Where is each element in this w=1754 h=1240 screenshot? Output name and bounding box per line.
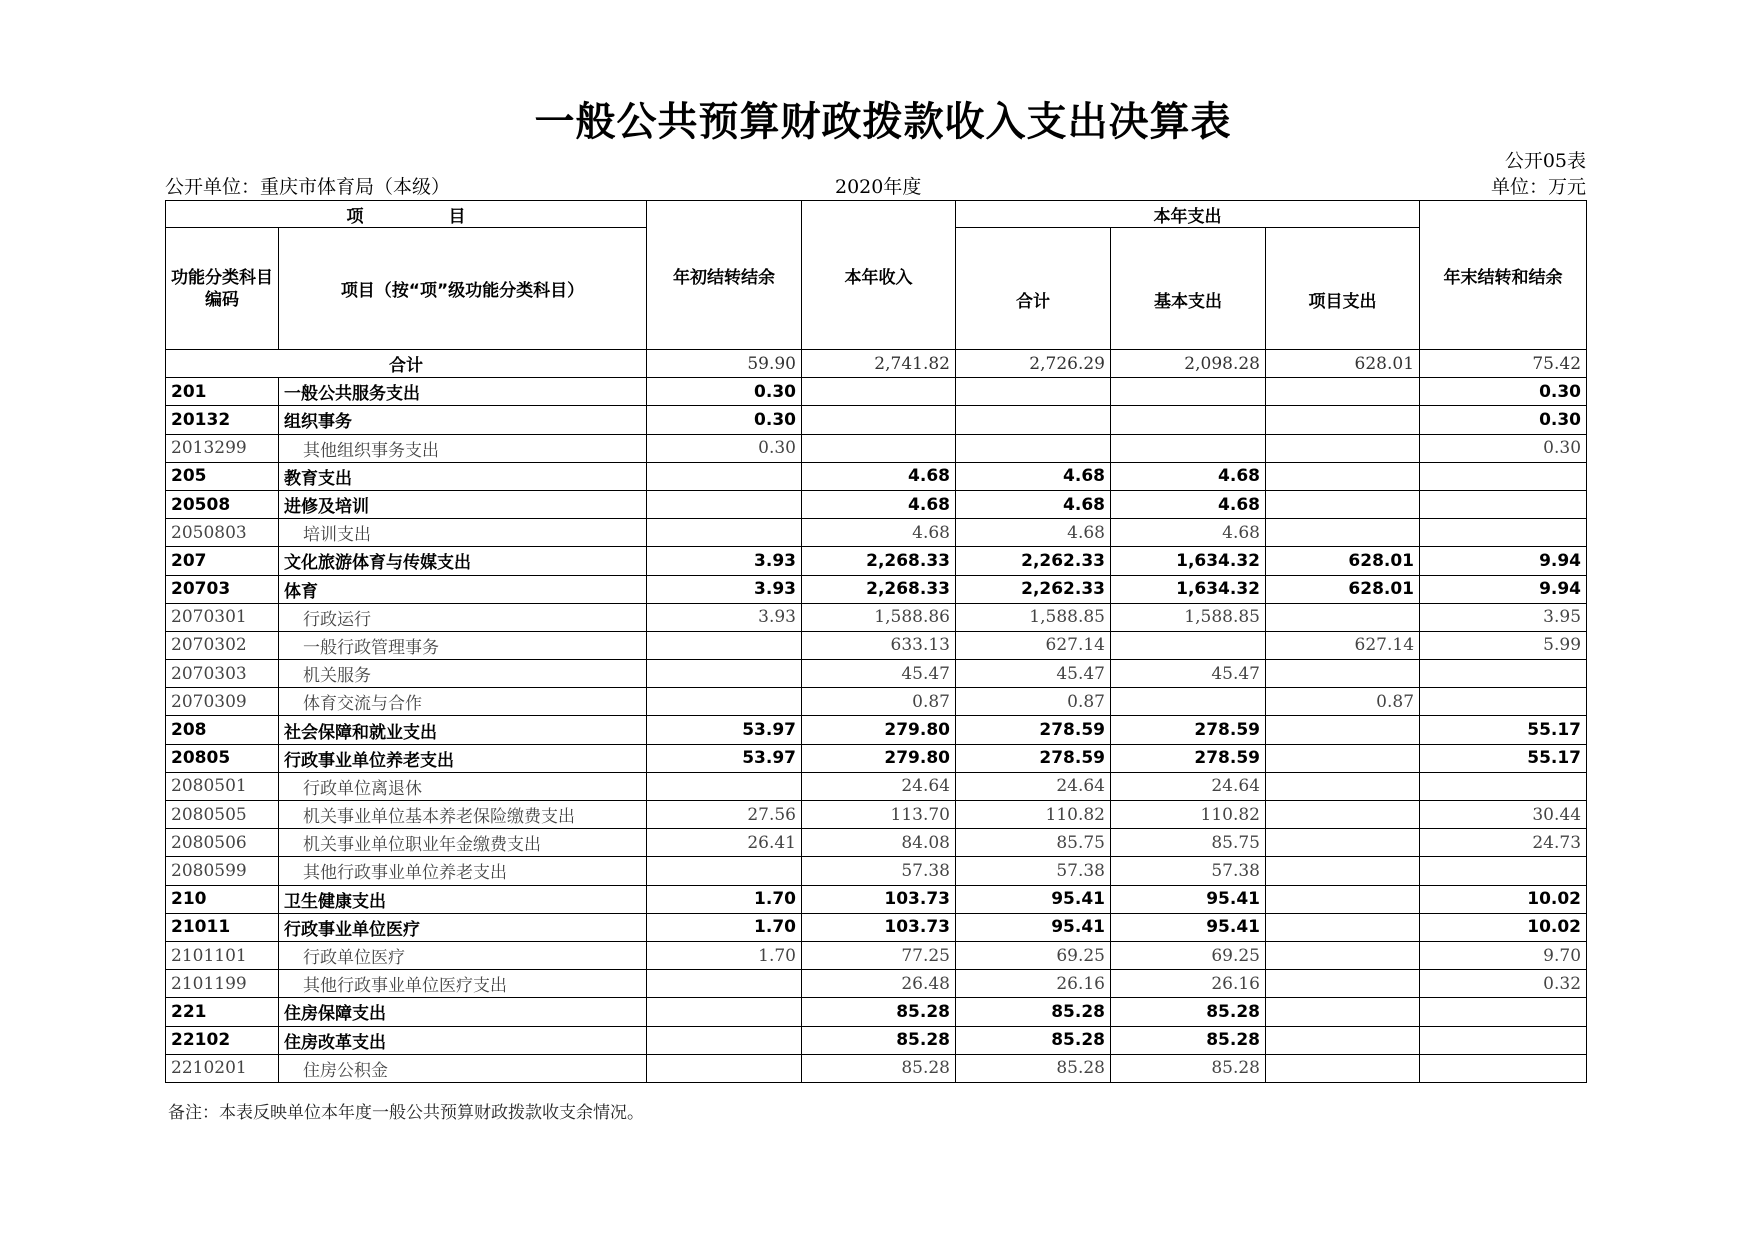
cell-expense-total: 627.14 bbox=[956, 631, 1111, 659]
cell-opening-balance bbox=[647, 970, 802, 998]
cell-opening-balance bbox=[647, 857, 802, 885]
cell-opening-balance: 59.90 bbox=[647, 350, 802, 378]
cell-income: 1,588.86 bbox=[802, 603, 956, 631]
cell-code: 2050803 bbox=[166, 519, 279, 547]
cell-closing-balance bbox=[1420, 688, 1587, 716]
cell-closing-balance: 55.17 bbox=[1420, 744, 1587, 772]
table-row bbox=[166, 716, 1587, 744]
table-row bbox=[166, 519, 1587, 547]
cell-code: 21011 bbox=[166, 913, 279, 941]
cell-name: 进修及培训 bbox=[279, 490, 647, 518]
cell-basic-expense: 69.25 bbox=[1111, 941, 1266, 969]
cell-code: 2070303 bbox=[166, 660, 279, 688]
cell-basic-expense: 85.28 bbox=[1111, 1054, 1266, 1082]
cell-project-expense bbox=[1266, 519, 1420, 547]
cell-closing-balance: 75.42 bbox=[1420, 350, 1587, 378]
cell-basic-expense: 95.41 bbox=[1111, 913, 1266, 941]
cell-basic-expense: 4.68 bbox=[1111, 462, 1266, 490]
cell-expense-total: 24.64 bbox=[956, 772, 1111, 800]
cell-opening-balance bbox=[647, 660, 802, 688]
cell-name: 其他组织事务支出 bbox=[279, 434, 647, 462]
cell-income: 2,268.33 bbox=[802, 547, 956, 575]
cell-income: 4.68 bbox=[802, 519, 956, 547]
cell-name: 文化旅游体育与传媒支出 bbox=[279, 547, 647, 575]
cell-closing-balance bbox=[1420, 857, 1587, 885]
table-row bbox=[166, 772, 1587, 800]
table-row bbox=[166, 801, 1587, 829]
cell-expense-total: 4.68 bbox=[956, 490, 1111, 518]
cell-name: 行政运行 bbox=[279, 603, 647, 631]
table-row bbox=[166, 490, 1587, 518]
cell-income: 633.13 bbox=[802, 631, 956, 659]
cell-name: 机关事业单位职业年金缴费支出 bbox=[279, 829, 647, 857]
cell-closing-balance: 24.73 bbox=[1420, 829, 1587, 857]
cell-project-expense: 627.14 bbox=[1266, 631, 1420, 659]
cell-project-expense bbox=[1266, 1054, 1420, 1082]
cell-basic-expense: 278.59 bbox=[1111, 716, 1266, 744]
cell-code: 20508 bbox=[166, 490, 279, 518]
cell-opening-balance: 3.93 bbox=[647, 547, 802, 575]
cell-code: 2101101 bbox=[166, 941, 279, 969]
table-row bbox=[166, 575, 1587, 603]
cell-income bbox=[802, 434, 956, 462]
table-row bbox=[166, 434, 1587, 462]
cell-name: 教育支出 bbox=[279, 462, 647, 490]
cell-project-expense bbox=[1266, 1026, 1420, 1054]
cell-basic-expense: 110.82 bbox=[1111, 801, 1266, 829]
cell-income: 103.73 bbox=[802, 885, 956, 913]
cell-income: 279.80 bbox=[802, 744, 956, 772]
cell-closing-balance: 9.94 bbox=[1420, 547, 1587, 575]
report-title: 一般公共预算财政拨款收入支出决算表 bbox=[534, 99, 1232, 145]
cell-name: 行政单位医疗 bbox=[279, 941, 647, 969]
cell-basic-expense bbox=[1111, 631, 1266, 659]
cell-income: 24.64 bbox=[802, 772, 956, 800]
cell-opening-balance bbox=[647, 490, 802, 518]
cell-project-expense bbox=[1266, 378, 1420, 406]
cell-closing-balance bbox=[1420, 660, 1587, 688]
budget-table bbox=[165, 200, 1587, 1083]
table-row bbox=[166, 1054, 1587, 1082]
cell-closing-balance bbox=[1420, 1054, 1587, 1082]
cell-opening-balance: 1.70 bbox=[647, 941, 802, 969]
table-row bbox=[166, 547, 1587, 575]
cell-basic-expense: 1,588.85 bbox=[1111, 603, 1266, 631]
cell-expense-total: 69.25 bbox=[956, 941, 1111, 969]
cell-basic-expense: 85.75 bbox=[1111, 829, 1266, 857]
cell-basic-expense: 26.16 bbox=[1111, 970, 1266, 998]
cell-project-expense bbox=[1266, 603, 1420, 631]
cell-expense-total: 110.82 bbox=[956, 801, 1111, 829]
cell-expense-total: 45.47 bbox=[956, 660, 1111, 688]
cell-expense-total bbox=[956, 434, 1111, 462]
cell-project-expense bbox=[1266, 941, 1420, 969]
cell-expense-total bbox=[956, 406, 1111, 434]
cell-expense-total: 95.41 bbox=[956, 885, 1111, 913]
cell-opening-balance: 1.70 bbox=[647, 913, 802, 941]
cell-name: 住房公积金 bbox=[279, 1054, 647, 1082]
cell-expense-total: 85.28 bbox=[956, 998, 1111, 1026]
cell-closing-balance: 0.32 bbox=[1420, 970, 1587, 998]
cell-basic-expense: 2,098.28 bbox=[1111, 350, 1266, 378]
cell-closing-balance bbox=[1420, 998, 1587, 1026]
cell-closing-balance: 3.95 bbox=[1420, 603, 1587, 631]
cell-project-expense bbox=[1266, 744, 1420, 772]
cell-opening-balance: 27.56 bbox=[647, 801, 802, 829]
cell-income: 103.73 bbox=[802, 913, 956, 941]
cell-closing-balance bbox=[1420, 772, 1587, 800]
cell-expense-total: 1,588.85 bbox=[956, 603, 1111, 631]
cell-expense-total: 85.28 bbox=[956, 1026, 1111, 1054]
cell-basic-expense: 57.38 bbox=[1111, 857, 1266, 885]
cell-expense-total: 85.28 bbox=[956, 1054, 1111, 1082]
cell-code: 2080505 bbox=[166, 801, 279, 829]
cell-code: 201 bbox=[166, 378, 279, 406]
cell-project-expense bbox=[1266, 490, 1420, 518]
table-row bbox=[166, 857, 1587, 885]
cell-code: 2070302 bbox=[166, 631, 279, 659]
cell-basic-expense: 85.28 bbox=[1111, 1026, 1266, 1054]
cell-code: 2210201 bbox=[166, 1054, 279, 1082]
cell-closing-balance: 9.70 bbox=[1420, 941, 1587, 969]
header-opening-balance: 年初结转结余 bbox=[647, 201, 802, 350]
table-row bbox=[166, 378, 1587, 406]
cell-closing-balance: 0.30 bbox=[1420, 434, 1587, 462]
table-row bbox=[166, 829, 1587, 857]
header-income: 本年收入 bbox=[802, 201, 956, 350]
cell-expense-total bbox=[956, 378, 1111, 406]
cell-income: 2,268.33 bbox=[802, 575, 956, 603]
table-row bbox=[166, 941, 1587, 969]
table-header bbox=[166, 201, 1587, 350]
cell-closing-balance: 9.94 bbox=[1420, 575, 1587, 603]
cell-opening-balance: 26.41 bbox=[647, 829, 802, 857]
cell-opening-balance bbox=[647, 998, 802, 1026]
table-row bbox=[166, 406, 1587, 434]
cell-closing-balance: 5.99 bbox=[1420, 631, 1587, 659]
cell-expense-total: 4.68 bbox=[956, 519, 1111, 547]
cell-income: 4.68 bbox=[802, 462, 956, 490]
cell-closing-balance: 0.30 bbox=[1420, 406, 1587, 434]
header-expense-total: 合计 bbox=[956, 228, 1111, 350]
cell-code: 20703 bbox=[166, 575, 279, 603]
cell-basic-expense bbox=[1111, 406, 1266, 434]
cell-opening-balance bbox=[647, 688, 802, 716]
table-row bbox=[166, 631, 1587, 659]
cell-code: 2070309 bbox=[166, 688, 279, 716]
cell-project-expense bbox=[1266, 998, 1420, 1026]
cell-income: 2,741.82 bbox=[802, 350, 956, 378]
cell-closing-balance bbox=[1420, 462, 1587, 490]
cell-name: 机关服务 bbox=[279, 660, 647, 688]
table-row bbox=[166, 603, 1587, 631]
cell-project-expense bbox=[1266, 434, 1420, 462]
cell-income: 85.28 bbox=[802, 1054, 956, 1082]
cell-project-expense bbox=[1266, 801, 1420, 829]
table-row bbox=[166, 1026, 1587, 1054]
cell-income: 85.28 bbox=[802, 998, 956, 1026]
cell-name: 社会保障和就业支出 bbox=[279, 716, 647, 744]
cell-closing-balance: 30.44 bbox=[1420, 801, 1587, 829]
table-row bbox=[166, 885, 1587, 913]
cell-basic-expense bbox=[1111, 434, 1266, 462]
cell-opening-balance bbox=[647, 519, 802, 547]
cell-basic-expense: 278.59 bbox=[1111, 744, 1266, 772]
cell-income bbox=[802, 406, 956, 434]
cell-project-expense bbox=[1266, 913, 1420, 941]
footnote: 备注：本表反映单位本年度一般公共预算财政拨款收支余情况。 bbox=[168, 1103, 644, 1123]
cell-closing-balance: 55.17 bbox=[1420, 716, 1587, 744]
cell-basic-expense: 45.47 bbox=[1111, 660, 1266, 688]
reporting-unit: 公开单位：重庆市体育局（本级） bbox=[165, 176, 451, 198]
cell-code: 2080599 bbox=[166, 857, 279, 885]
cell-project-expense bbox=[1266, 772, 1420, 800]
cell-project-expense bbox=[1266, 660, 1420, 688]
cell-code: 2070301 bbox=[166, 603, 279, 631]
cell-code: 2080501 bbox=[166, 772, 279, 800]
cell-name: 组织事务 bbox=[279, 406, 647, 434]
cell-code: 20132 bbox=[166, 406, 279, 434]
cell-name: 一般行政管理事务 bbox=[279, 631, 647, 659]
cell-code: 208 bbox=[166, 716, 279, 744]
cell-project-expense: 628.01 bbox=[1266, 350, 1420, 378]
cell-basic-expense bbox=[1111, 378, 1266, 406]
table-row bbox=[166, 462, 1587, 490]
cell-project-expense bbox=[1266, 829, 1420, 857]
cell-expense-total: 4.68 bbox=[956, 462, 1111, 490]
cell-name: 行政事业单位医疗 bbox=[279, 913, 647, 941]
cell-project-expense: 628.01 bbox=[1266, 547, 1420, 575]
cell-closing-balance bbox=[1420, 519, 1587, 547]
cell-code: 205 bbox=[166, 462, 279, 490]
cell-basic-expense: 85.28 bbox=[1111, 998, 1266, 1026]
header-basic-expense: 基本支出 bbox=[1111, 228, 1266, 350]
cell-expense-total: 278.59 bbox=[956, 744, 1111, 772]
cell-basic-expense: 1,634.32 bbox=[1111, 575, 1266, 603]
header-project-expense: 项目支出 bbox=[1266, 228, 1420, 350]
cell-basic-expense: 4.68 bbox=[1111, 490, 1266, 518]
form-number: 公开05表 bbox=[1504, 150, 1586, 172]
cell-income: 84.08 bbox=[802, 829, 956, 857]
cell-expense-total: 95.41 bbox=[956, 913, 1111, 941]
cell-closing-balance: 0.30 bbox=[1420, 378, 1587, 406]
cell-opening-balance: 3.93 bbox=[647, 603, 802, 631]
cell-closing-balance: 10.02 bbox=[1420, 913, 1587, 941]
cell-income: 279.80 bbox=[802, 716, 956, 744]
cell-code: 221 bbox=[166, 998, 279, 1026]
cell-opening-balance: 53.97 bbox=[647, 716, 802, 744]
cell-income: 77.25 bbox=[802, 941, 956, 969]
report-meta bbox=[165, 172, 1586, 198]
cell-expense-total: 0.87 bbox=[956, 688, 1111, 716]
fiscal-year: 2020年度 bbox=[835, 176, 922, 198]
cell-income: 0.87 bbox=[802, 688, 956, 716]
cell-project-expense bbox=[1266, 857, 1420, 885]
table-body bbox=[166, 350, 1587, 1083]
cell-opening-balance: 1.70 bbox=[647, 885, 802, 913]
cell-project-expense bbox=[1266, 885, 1420, 913]
cell-basic-expense: 4.68 bbox=[1111, 519, 1266, 547]
cell-income: 113.70 bbox=[802, 801, 956, 829]
cell-code: 210 bbox=[166, 885, 279, 913]
cell-project-expense: 0.87 bbox=[1266, 688, 1420, 716]
cell-opening-balance bbox=[647, 1054, 802, 1082]
cell-opening-balance: 53.97 bbox=[647, 744, 802, 772]
cell-opening-balance: 0.30 bbox=[647, 378, 802, 406]
cell-name: 其他行政事业单位医疗支出 bbox=[279, 970, 647, 998]
cell-name: 一般公共服务支出 bbox=[279, 378, 647, 406]
total-row bbox=[166, 350, 1587, 378]
header-name: 项目（按“项”级功能分类科目） bbox=[279, 228, 647, 350]
cell-income: 85.28 bbox=[802, 1026, 956, 1054]
cell-opening-balance bbox=[647, 1026, 802, 1054]
cell-closing-balance bbox=[1420, 1026, 1587, 1054]
cell-expense-total: 278.59 bbox=[956, 716, 1111, 744]
cell-name: 行政单位离退休 bbox=[279, 772, 647, 800]
table-row bbox=[166, 744, 1587, 772]
currency-unit: 单位：万元 bbox=[1490, 176, 1586, 198]
cell-opening-balance bbox=[647, 462, 802, 490]
header-expense-group: 本年支出 bbox=[956, 201, 1420, 228]
cell-code: 22102 bbox=[166, 1026, 279, 1054]
cell-name: 行政事业单位养老支出 bbox=[279, 744, 647, 772]
cell-basic-expense: 24.64 bbox=[1111, 772, 1266, 800]
cell-name: 卫生健康支出 bbox=[279, 885, 647, 913]
table-row bbox=[166, 660, 1587, 688]
cell-opening-balance bbox=[647, 631, 802, 659]
cell-project-expense bbox=[1266, 406, 1420, 434]
cell-opening-balance: 0.30 bbox=[647, 406, 802, 434]
cell-expense-total: 57.38 bbox=[956, 857, 1111, 885]
cell-code: 2101199 bbox=[166, 970, 279, 998]
cell-name: 体育 bbox=[279, 575, 647, 603]
cell-basic-expense bbox=[1111, 688, 1266, 716]
cell-expense-total: 85.75 bbox=[956, 829, 1111, 857]
cell-code: 207 bbox=[166, 547, 279, 575]
cell-code: 2013299 bbox=[166, 434, 279, 462]
cell-expense-total: 2,262.33 bbox=[956, 575, 1111, 603]
cell-basic-expense: 95.41 bbox=[1111, 885, 1266, 913]
cell-project-expense bbox=[1266, 970, 1420, 998]
cell-income: 57.38 bbox=[802, 857, 956, 885]
cell-basic-expense: 1,634.32 bbox=[1111, 547, 1266, 575]
cell-name: 其他行政事业单位养老支出 bbox=[279, 857, 647, 885]
cell-income: 4.68 bbox=[802, 490, 956, 518]
cell-name: 住房保障支出 bbox=[279, 998, 647, 1026]
table-row bbox=[166, 913, 1587, 941]
cell-project-expense: 628.01 bbox=[1266, 575, 1420, 603]
cell-income bbox=[802, 378, 956, 406]
cell-opening-balance: 3.93 bbox=[647, 575, 802, 603]
header-closing-balance: 年末结转和结余 bbox=[1420, 201, 1587, 350]
header-project-group: 项 目 bbox=[166, 201, 647, 228]
cell-opening-balance: 0.30 bbox=[647, 434, 802, 462]
cell-opening-balance bbox=[647, 772, 802, 800]
cell-project-expense bbox=[1266, 462, 1420, 490]
cell-expense-total: 2,726.29 bbox=[956, 350, 1111, 378]
table-row bbox=[166, 970, 1587, 998]
cell-expense-total: 2,262.33 bbox=[956, 547, 1111, 575]
cell-code: 2080506 bbox=[166, 829, 279, 857]
cell-name: 住房改革支出 bbox=[279, 1026, 647, 1054]
total-label: 合计 bbox=[166, 350, 647, 378]
cell-code: 20805 bbox=[166, 744, 279, 772]
cell-income: 26.48 bbox=[802, 970, 956, 998]
cell-closing-balance: 10.02 bbox=[1420, 885, 1587, 913]
cell-income: 45.47 bbox=[802, 660, 956, 688]
table-row bbox=[166, 998, 1587, 1026]
cell-expense-total: 26.16 bbox=[956, 970, 1111, 998]
table-row bbox=[166, 688, 1587, 716]
cell-project-expense bbox=[1266, 716, 1420, 744]
header-code: 功能分类科目编码 bbox=[166, 228, 279, 350]
cell-name: 机关事业单位基本养老保险缴费支出 bbox=[279, 801, 647, 829]
cell-name: 培训支出 bbox=[279, 519, 647, 547]
cell-name: 体育交流与合作 bbox=[279, 688, 647, 716]
cell-closing-balance bbox=[1420, 490, 1587, 518]
